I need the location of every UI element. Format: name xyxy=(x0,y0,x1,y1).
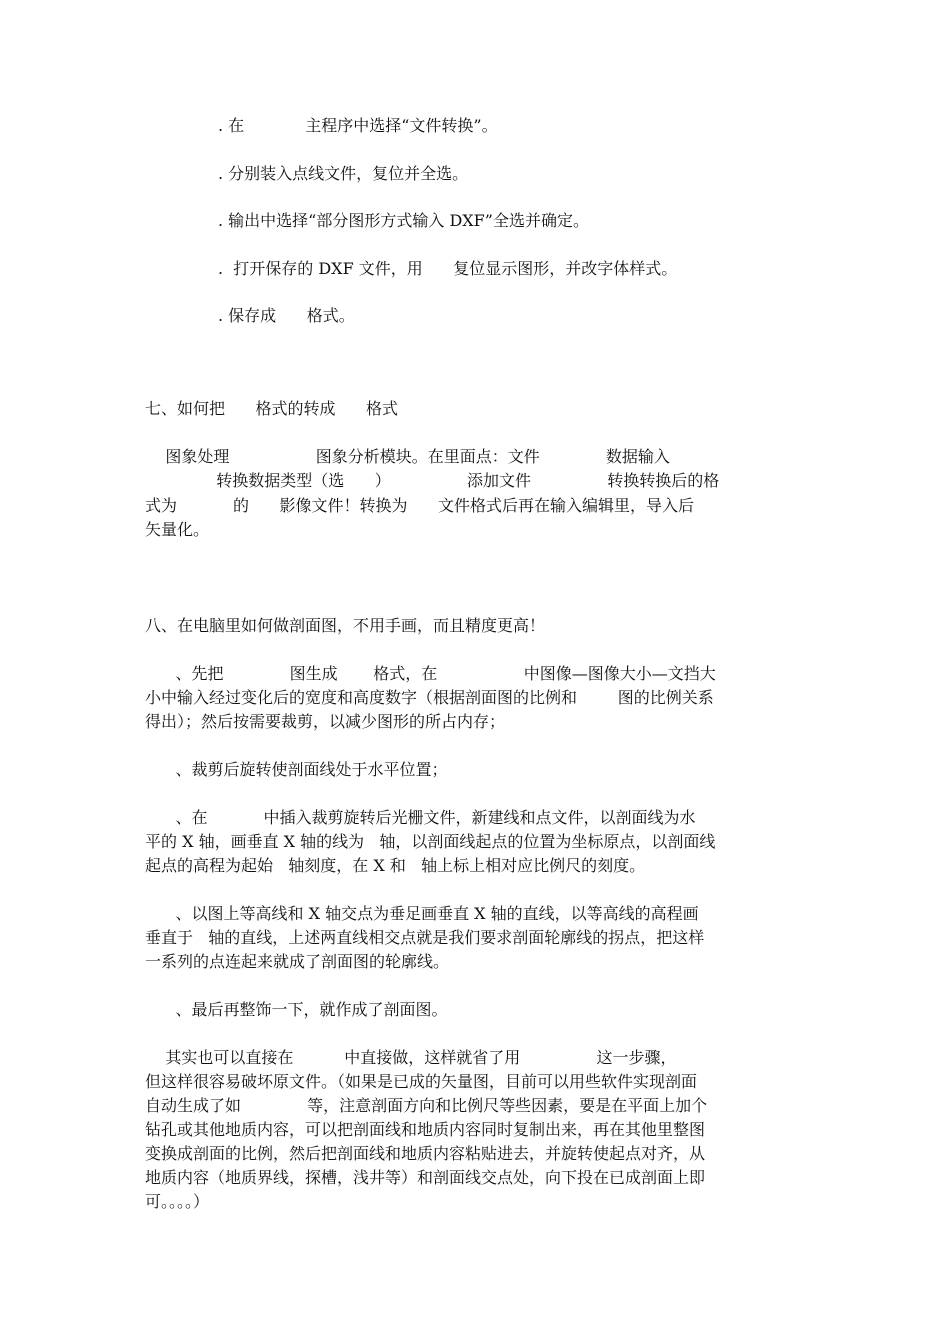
step-5: . 保存成 格式。 xyxy=(218,306,355,325)
step-3: . 输出中选择“部分图形方式输入 DXF”全选并确定。 xyxy=(218,211,589,230)
paragraph-4-line: 一系列的点连起来就成了剖面图的轮廓线。 xyxy=(145,952,450,971)
step-2: . 分别装入点线文件，复位并全选。 xyxy=(218,164,469,183)
paragraph-4-line: 垂直于 轴的直线，上述两直线相交点就是我们要求剖面轮廓线的拐点，把这样 xyxy=(145,928,705,947)
paragraph-6-line: 可。。。。） xyxy=(145,1192,210,1211)
step-1: . 在 主程序中选择“文件转换”。 xyxy=(218,116,498,135)
step-4: . 打开保存的 DXF 文件，用 复位显示图形，并改字体样式。 xyxy=(218,259,678,278)
section-7-line: 矢量化。 xyxy=(145,520,210,539)
paragraph-2-line: 、裁剪后旋转使剖面线处于水平位置； xyxy=(145,760,448,779)
paragraph-1-line: 、先把 图生成 格式，在 中图像—图像大小—文挡大 xyxy=(145,664,716,683)
paragraph-6-line: 钻孔或其他地质内容，可以把剖面线和地质内容同时复制出来，再在其他里整图 xyxy=(145,1120,706,1139)
paragraph-6-line: 但这样很容易破坏原文件。（如果是已成的矢量图，目前可以用些软件实现剖面 xyxy=(145,1072,698,1091)
paragraph-5-line: 、最后再整饰一下，就作成了剖面图。 xyxy=(145,1000,448,1019)
paragraph-3-line: 、在 中插入裁剪旋转后光栅文件，新建线和点文件，以剖面线为水 xyxy=(145,808,696,827)
section-7-line: 图象处理 图象分析模块。在里面点：文件 数据输入 xyxy=(145,447,670,466)
section-8-heading: 八、在电脑里如何做剖面图，不用手画，而且精度更高！ xyxy=(145,616,546,635)
paragraph-1-line: 得出）；然后按需要裁剪，以减少图形的所占内存； xyxy=(145,712,506,731)
paragraph-3-line: 平的 X 轴，画垂直 X 轴的线为 轴，以剖面线起点的位置为坐标原点，以剖面线 xyxy=(145,832,716,851)
paragraph-4-line: 、以图上等高线和 X 轴交点为垂足画垂直 X 轴的直线，以等高线的高程画 xyxy=(145,904,699,923)
section-7-line: 式为 的 影像文件！转换为 文件格式后再在输入编辑里，导入后 xyxy=(145,496,694,515)
paragraph-6-line: 地质内容（地质界线，探槽，浅井等）和剖面线交点处，向下投在已成剖面上即 xyxy=(145,1168,706,1187)
paragraph-3-line: 起点的高程为起始 轴刻度，在 X 和 轴上标上相对应比例尺的刻度。 xyxy=(145,856,646,875)
section-7-line: 转换数据类型（选 ） 添加文件 转换转换后的格 xyxy=(145,471,720,490)
paragraph-6-line: 其实也可以直接在 中直接做，这样就省了用 这一步骤， xyxy=(145,1048,677,1067)
section-7-heading: 七、如何把 格式的转成 格式 xyxy=(145,399,399,418)
paragraph-6-line: 变换成剖面的比例，然后把剖面线和地质内容粘贴进去，并旋转使起点对齐，从 xyxy=(145,1144,706,1163)
paragraph-1-line: 小中输入经过变化后的宽度和高度数字（根据剖面图的比例和 图的比例关系 xyxy=(145,688,714,707)
paragraph-6-line: 自动生成了如 等，注意剖面方向和比例尺等些因素，要是在平面上加个 xyxy=(145,1096,708,1115)
